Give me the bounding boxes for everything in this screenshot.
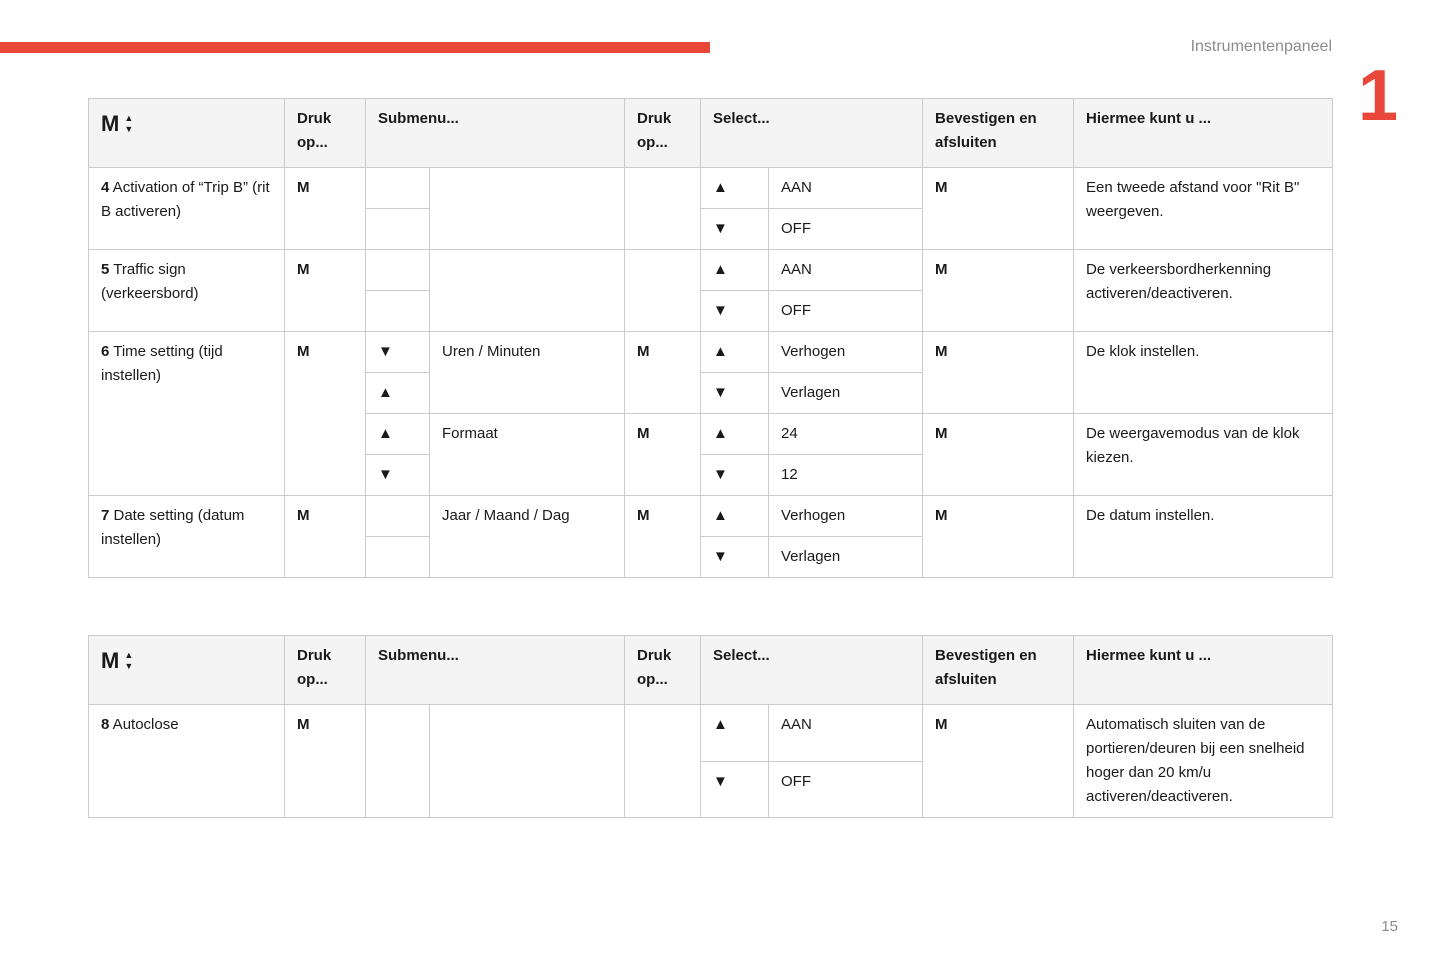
press-key: M bbox=[285, 496, 366, 578]
header-menu bbox=[89, 636, 285, 705]
down-arrow-icon: ▼ bbox=[124, 660, 134, 671]
select-option: AAN bbox=[769, 250, 923, 291]
page-header-title: Instrumentenpaneel bbox=[1190, 38, 1332, 55]
header-select: Select... bbox=[701, 99, 923, 168]
up-arrow-icon: ▲ bbox=[701, 168, 769, 209]
press-key: M bbox=[285, 168, 366, 250]
press2-key: M bbox=[625, 414, 701, 496]
row-label-text: Activation of “Trip B” (rit B activeren) bbox=[101, 179, 270, 220]
up-arrow-icon: ▲ bbox=[124, 113, 134, 124]
select-option: OFF bbox=[769, 209, 923, 250]
purpose-text: De verkeersbordherkenning activeren/deactiveren. bbox=[1074, 250, 1333, 332]
purpose-text: De datum instellen. bbox=[1074, 496, 1333, 578]
header-menu bbox=[89, 99, 285, 168]
table-header-row bbox=[89, 99, 1333, 168]
select-option: Verlagen bbox=[769, 537, 923, 578]
confirm-key: M bbox=[923, 168, 1074, 250]
submenu-cell bbox=[430, 705, 625, 818]
up-arrow-icon: ▲ bbox=[366, 414, 430, 455]
row-label bbox=[89, 168, 285, 250]
header-press: Druk op... bbox=[285, 99, 366, 168]
up-arrow-icon: ▲ bbox=[366, 373, 430, 414]
press-key: M bbox=[285, 250, 366, 332]
down-arrow-icon: ▼ bbox=[701, 761, 769, 818]
table-header-row bbox=[89, 636, 1333, 705]
row-label-text: Traffic sign (verkeersbord) bbox=[101, 261, 199, 302]
submenu-arrow-cell bbox=[366, 209, 430, 250]
header-purpose: Hiermee kunt u ... bbox=[1074, 636, 1333, 705]
up-arrow-icon: ▲ bbox=[701, 332, 769, 373]
table-row bbox=[89, 250, 1333, 291]
row-label-text: Autoclose bbox=[109, 716, 179, 733]
header-press2: Druk op... bbox=[625, 636, 701, 705]
row-label bbox=[89, 496, 285, 578]
up-arrow-icon: ▲ bbox=[701, 250, 769, 291]
select-option: AAN bbox=[769, 705, 923, 762]
select-option: 12 bbox=[769, 455, 923, 496]
menu-settings-table-2 bbox=[88, 635, 1333, 818]
select-option: OFF bbox=[769, 761, 923, 818]
press2-cell bbox=[625, 250, 701, 332]
header-press2: Druk op... bbox=[625, 99, 701, 168]
select-option: AAN bbox=[769, 168, 923, 209]
down-arrow-icon: ▼ bbox=[366, 455, 430, 496]
press-key: M bbox=[285, 705, 366, 818]
submenu-arrow-cell bbox=[366, 250, 430, 291]
row-number: 5 bbox=[101, 261, 110, 278]
press2-cell bbox=[625, 168, 701, 250]
table-row bbox=[89, 168, 1333, 209]
row-label bbox=[89, 705, 285, 818]
submenu-arrow-cell bbox=[366, 168, 430, 209]
select-option: OFF bbox=[769, 291, 923, 332]
submenu-cell: Uren / Minuten bbox=[430, 332, 625, 414]
press-key: M bbox=[285, 332, 366, 496]
header-submenu: Submenu... bbox=[366, 99, 625, 168]
submenu-cell bbox=[430, 250, 625, 332]
submenu-cell: Jaar / Maand / Dag bbox=[430, 496, 625, 578]
row-number: 8 bbox=[101, 716, 110, 733]
row-label-text: Time setting (tijd instellen) bbox=[101, 343, 223, 384]
confirm-key: M bbox=[923, 250, 1074, 332]
down-arrow-icon: ▼ bbox=[366, 332, 430, 373]
row-number: 4 bbox=[101, 179, 110, 196]
menu-settings-table-1 bbox=[88, 98, 1333, 578]
menu-button-label: M bbox=[101, 111, 120, 136]
submenu-arrow-cell bbox=[366, 496, 430, 537]
up-arrow-icon: ▲ bbox=[701, 414, 769, 455]
press2-key: M bbox=[625, 332, 701, 414]
menu-button-label: M bbox=[101, 648, 120, 673]
submenu-arrow-cell bbox=[366, 705, 430, 818]
down-arrow-icon: ▼ bbox=[701, 209, 769, 250]
header-submenu: Submenu... bbox=[366, 636, 625, 705]
chapter-number: 1 bbox=[1358, 56, 1397, 136]
purpose-text: De klok instellen. bbox=[1074, 332, 1333, 414]
purpose-text: De weergavemodus van de klok kiezen. bbox=[1074, 414, 1333, 496]
row-number: 7 bbox=[101, 507, 110, 524]
row-label bbox=[89, 332, 285, 496]
table-row bbox=[89, 332, 1333, 373]
submenu-arrow-cell bbox=[366, 291, 430, 332]
header-press: Druk op... bbox=[285, 636, 366, 705]
down-arrow-icon: ▼ bbox=[701, 537, 769, 578]
select-option: Verhogen bbox=[769, 332, 923, 373]
row-number: 6 bbox=[101, 343, 110, 360]
submenu-cell bbox=[430, 168, 625, 250]
up-arrow-icon: ▲ bbox=[701, 496, 769, 537]
confirm-key: M bbox=[923, 414, 1074, 496]
table-row bbox=[89, 705, 1333, 762]
accent-divider-bar bbox=[0, 42, 710, 53]
select-option: 24 bbox=[769, 414, 923, 455]
down-arrow-icon: ▼ bbox=[124, 123, 134, 134]
confirm-key: M bbox=[923, 496, 1074, 578]
submenu-arrow-cell bbox=[366, 537, 430, 578]
table-row bbox=[89, 496, 1333, 537]
page-number: 15 bbox=[1381, 918, 1398, 935]
select-option: Verlagen bbox=[769, 373, 923, 414]
down-arrow-icon: ▼ bbox=[701, 291, 769, 332]
up-arrow-icon: ▲ bbox=[124, 650, 134, 661]
up-down-arrows-icon bbox=[124, 115, 133, 132]
down-arrow-icon: ▼ bbox=[701, 373, 769, 414]
header-confirm: Bevestigen en afsluiten bbox=[923, 99, 1074, 168]
header-confirm: Bevestigen en afsluiten bbox=[923, 636, 1074, 705]
purpose-text: Automatisch sluiten van de portieren/deuren bij een snelheid hoger dan 20 km/u activeren/deactiveren. bbox=[1074, 705, 1333, 818]
header-select: Select... bbox=[701, 636, 923, 705]
press2-key: M bbox=[625, 496, 701, 578]
up-arrow-icon: ▲ bbox=[701, 705, 769, 762]
row-label bbox=[89, 250, 285, 332]
up-down-arrows-icon bbox=[124, 652, 133, 669]
submenu-cell: Formaat bbox=[430, 414, 625, 496]
select-option: Verhogen bbox=[769, 496, 923, 537]
confirm-key: M bbox=[923, 332, 1074, 414]
header-purpose: Hiermee kunt u ... bbox=[1074, 99, 1333, 168]
row-label-text: Date setting (datum instellen) bbox=[101, 507, 245, 548]
down-arrow-icon: ▼ bbox=[701, 455, 769, 496]
purpose-text: Een tweede afstand voor "Rit B" weergeven. bbox=[1074, 168, 1333, 250]
press2-cell bbox=[625, 705, 701, 818]
confirm-key: M bbox=[923, 705, 1074, 818]
